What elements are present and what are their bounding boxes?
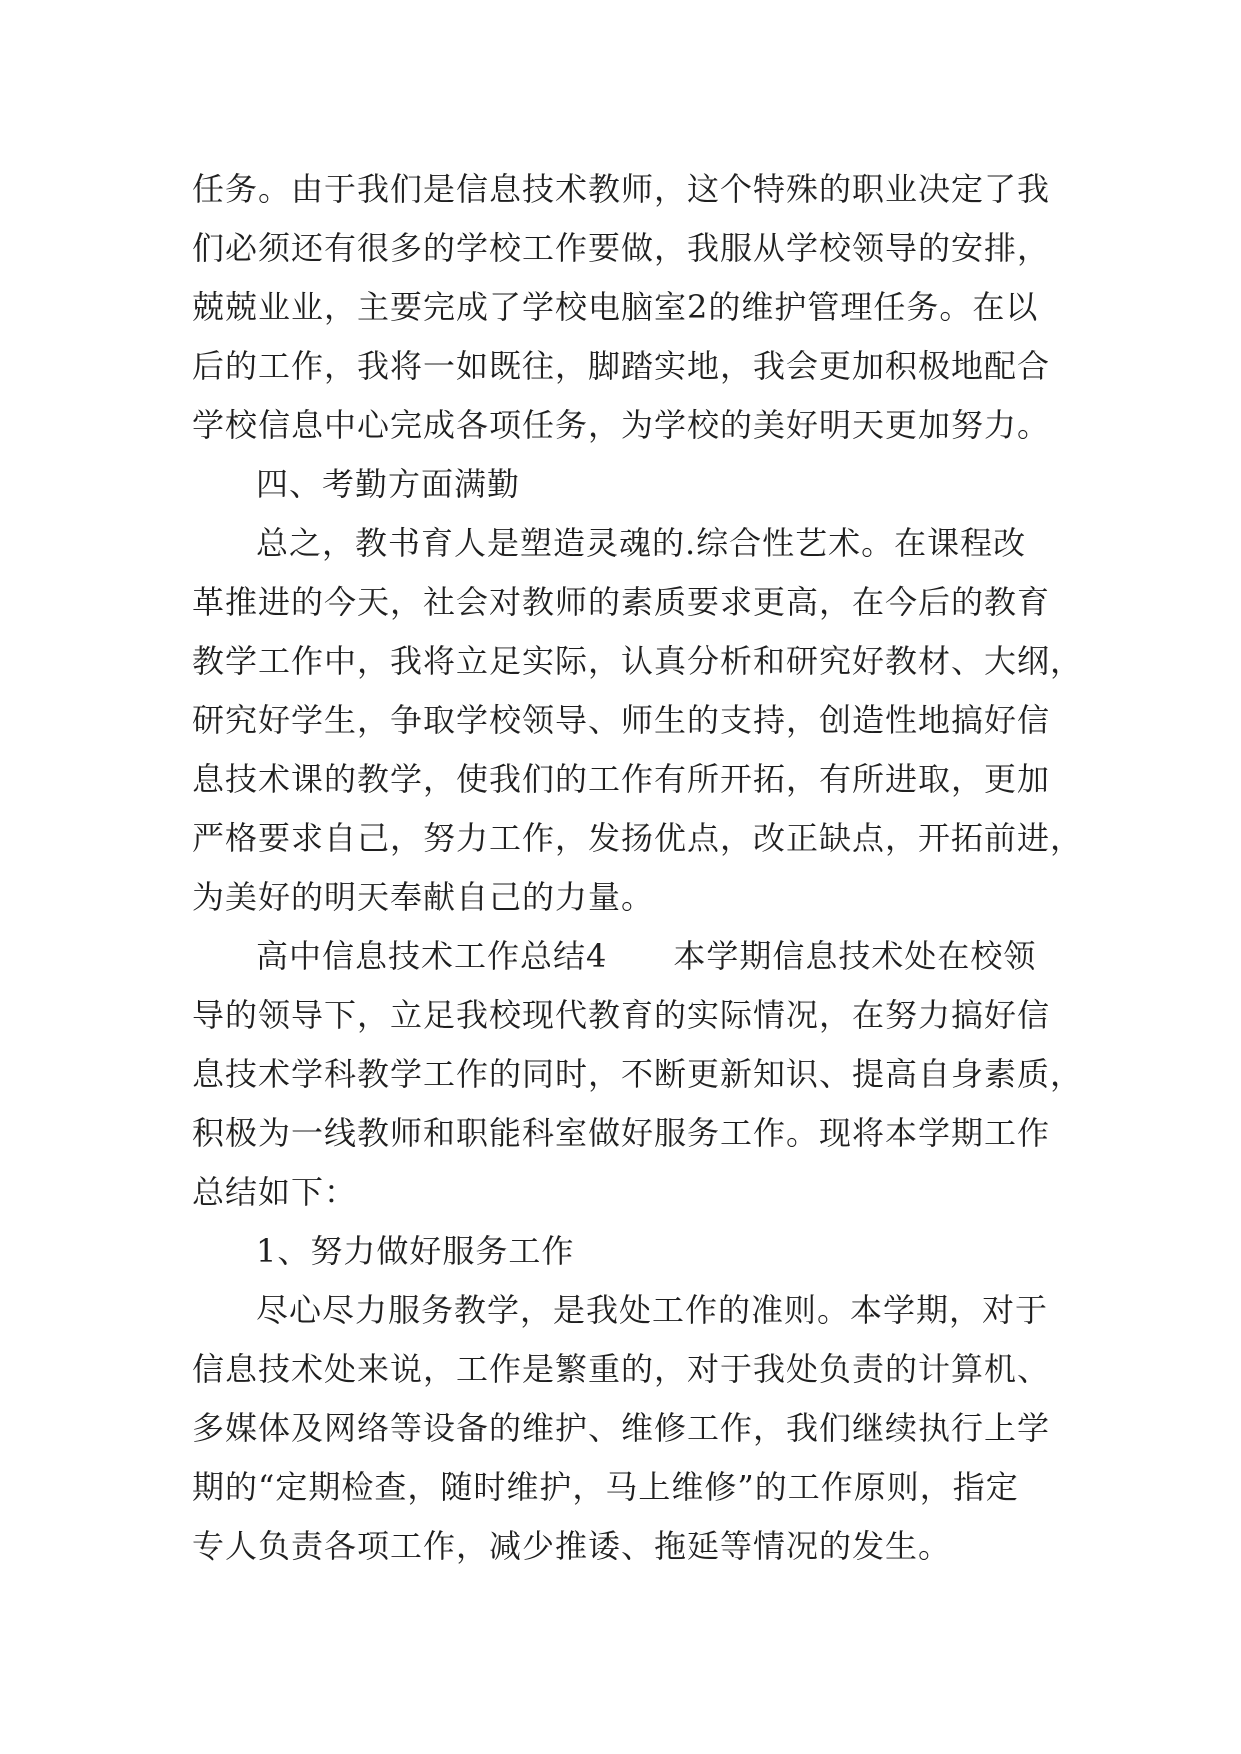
text-line: 导的领导下，立足我校现代教育的实际情况，在努力搞好信 [192,996,1051,1034]
text-line: 期的“定期检查，随时维护，马上维修”的工作原则，指定 [192,1468,1019,1506]
text-line: 兢兢业业，主要完成了学校电脑室2的维护管理任务。在以 [192,288,1039,326]
text-line: 息技术课的教学，使我们的工作有所开拓，有所进取，更加 [192,760,1051,798]
text-line: 为美好的明天奉献自己的力量。 [192,878,655,916]
text-line: 学校信息中心完成各项任务，为学校的美好明天更加努力。 [192,406,1051,444]
text-line: 们必须还有很多的学校工作要做，我服从学校领导的安排， [192,229,1051,267]
text-line: 积极为一线教师和职能科室做好服务工作。现将本学期工作 [192,1114,1051,1152]
text-line: 息技术学科教学工作的同时，不断更新知识、提高自身素质， [192,1055,1084,1093]
text-line: 尽心尽力服务教学，是我处工作的准则。本学期，对于 [256,1291,1049,1329]
text-line: 信息技术处来说，工作是繁重的，对于我处负责的计算机、 [192,1350,1051,1388]
text-line: 任务。由于我们是信息技术教师，这个特殊的职业决定了我 [192,170,1051,208]
text-line: 革推进的今天，社会对教师的素质要求更高，在今后的教育 [192,583,1051,621]
text-line: 专人负责各项工作，减少推诿、拖延等情况的发生。 [192,1527,952,1565]
text-line: 多媒体及网络等设备的维护、维修工作，我们继续执行上学 [192,1409,1051,1447]
text-line: 严格要求自己，努力工作，发扬优点，改正缺点，开拓前进， [192,819,1084,857]
text-line: 总之，教书育人是塑造灵魂的.综合性艺术。在课程改 [256,524,1027,562]
text-line: 总结如下： [192,1173,358,1211]
section-heading: 四、考勤方面满勤 [256,465,521,503]
section-title-line: 高中信息技术工作总结4 本学期信息技术处在校领 [256,937,1037,975]
text-line: 研究好学生，争取学校领导、师生的支持，创造性地搞好信 [192,701,1051,739]
section-heading: 1、努力做好服务工作 [256,1232,575,1270]
text-line: 后的工作，我将一如既往，脚踏实地，我会更加积极地配合 [192,347,1051,385]
document-body [192,160,1084,1576]
text-line: 教学工作中，我将立足实际，认真分析和研究好教材、大纲， [192,642,1084,680]
